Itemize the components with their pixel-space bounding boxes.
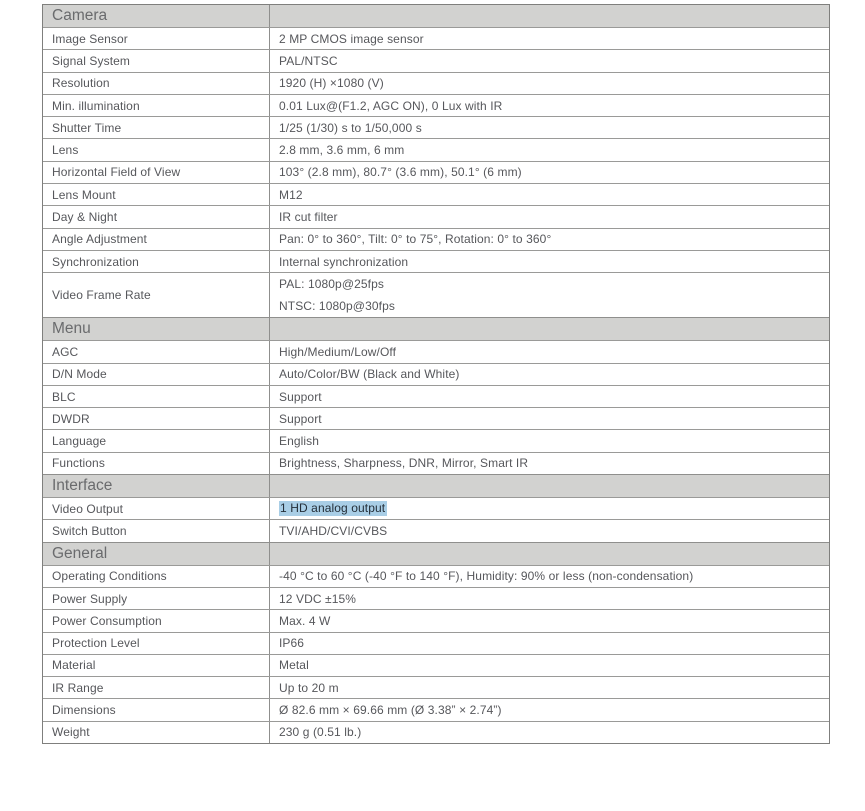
row-label: D/N Mode [52,367,107,382]
table-row-horizontal-field-of-view [43,161,829,183]
row-value: Brightness, Sharpness, DNR, Mirror, Smart IR [269,453,829,474]
row-label: Lens [52,143,79,158]
table-row-power-supply [43,587,829,609]
row-label: AGC [52,344,79,359]
row-value: Max. 4 W [269,610,829,631]
table-row-video-output [43,497,829,519]
row-value [269,273,829,317]
row-value: 230 g (0.51 lb.) [269,722,829,743]
table-row-functions [43,452,829,474]
row-label: BLC [52,389,76,404]
row-label: Resolution [52,76,110,91]
row-value: -40 °C to 60 °C (-40 °F to 140 °F), Humidity: 90% or less (non-condensation) [269,566,829,587]
table-row-angle-adjustment [43,228,829,250]
row-value: TVI/AHD/CVI/CVBS [269,520,829,541]
table-row-shutter-time [43,116,829,138]
row-label: DWDR [52,411,90,426]
table-row-resolution [43,72,829,94]
section-header-spacer [269,475,829,497]
row-label: Protection Level [52,636,140,651]
row-value: IR cut filter [269,206,829,227]
row-label: Angle Adjustment [52,232,147,247]
row-value: 12 VDC ±15% [269,588,829,609]
row-value: High/Medium/Low/Off [269,341,829,362]
row-label: Power Consumption [52,613,162,628]
table-row-material [43,654,829,676]
table-row-dimensions [43,698,829,720]
table-row-ir-range [43,676,829,698]
row-label: Material [52,658,96,673]
table-row-day-night [43,205,829,227]
section-title: Menu [52,320,91,338]
row-value: Support [269,408,829,429]
row-label: IR Range [52,680,104,695]
row-value: Support [269,386,829,407]
section-title: Camera [52,7,108,24]
row-label: Horizontal Field of View [52,165,181,180]
table-row-synchronization [43,250,829,272]
row-value: 1920 (H) ×1080 (V) [269,73,829,94]
row-label: Operating Conditions [52,569,167,584]
row-label: Min. illumination [52,98,140,113]
row-value: English [269,430,829,451]
row-label: Power Supply [52,591,128,606]
table-row-lens-mount [43,183,829,205]
row-label: Shutter Time [52,120,122,135]
table-row-video-frame-rate [43,272,829,317]
row-value: PAL/NTSC [269,50,829,71]
row-value: 2.8 mm, 3.6 mm, 6 mm [269,139,829,160]
row-value: Auto/Color/BW (Black and White) [269,364,829,385]
row-value: Internal synchronization [269,251,829,272]
table-row-operating-conditions [43,565,829,587]
row-value: Pan: 0° to 360°, Tilt: 0° to 75°, Rotation: 0° to 360° [269,229,829,250]
row-label: Signal System [52,53,130,68]
row-label: Language [52,434,107,449]
table-row-language [43,429,829,451]
table-row-lens [43,138,829,160]
row-value: Metal [269,655,829,676]
table-row-blc [43,385,829,407]
row-label: Weight [52,725,90,740]
table-row-signal-system [43,49,829,71]
row-value: 103° (2.8 mm), 80.7° (3.6 mm), 50.1° (6 mm) [269,162,829,183]
row-value: 1/25 (1/30) s to 1/50,000 s [269,117,829,138]
row-value: 2 MP CMOS image sensor [269,28,829,49]
table-row-min-illumination [43,94,829,116]
section-header-spacer [269,318,829,340]
row-label: Video Frame Rate [52,288,151,303]
row-label: Video Output [52,501,124,516]
table-row-weight [43,721,829,743]
row-value: 0.01 Lux@(F1.2, AGC ON), 0 Lux with IR [269,95,829,116]
row-value-line: PAL: 1080p@25fps [279,277,384,292]
row-label: Switch Button [52,523,127,538]
section-header-menu [43,317,829,340]
section-header-spacer [269,5,829,27]
table-row-agc [43,340,829,362]
row-label: Day & Night [52,210,118,225]
section-header-interface [43,474,829,497]
table-row-power-consumption [43,609,829,631]
table-row-dwdr [43,407,829,429]
table-row-image-sensor [43,27,829,49]
row-label: Lens Mount [52,187,116,202]
row-label: Image Sensor [52,31,128,46]
row-value: M12 [269,184,829,205]
section-title: General [52,544,108,562]
row-value: IP66 [269,633,829,654]
row-value: Up to 20 m [269,677,829,698]
table-row-switch-button [43,519,829,541]
row-label: Synchronization [52,254,139,269]
row-label: Dimensions [52,703,116,718]
row-value-line: NTSC: 1080p@30fps [279,299,395,314]
section-header-camera [43,5,829,27]
section-header-spacer [269,543,829,565]
section-title: Interface [52,477,113,495]
selected-text: 1 HD analog output [280,501,386,516]
spec-table [42,4,830,744]
row-value: Ø 82.6 mm × 69.66 mm (Ø 3.38” × 2.74”) [269,699,829,720]
table-row-protection-level [43,632,829,654]
row-label: Functions [52,456,105,471]
section-header-general [43,542,829,565]
row-value [269,498,829,519]
table-row-d-n-mode [43,363,829,385]
